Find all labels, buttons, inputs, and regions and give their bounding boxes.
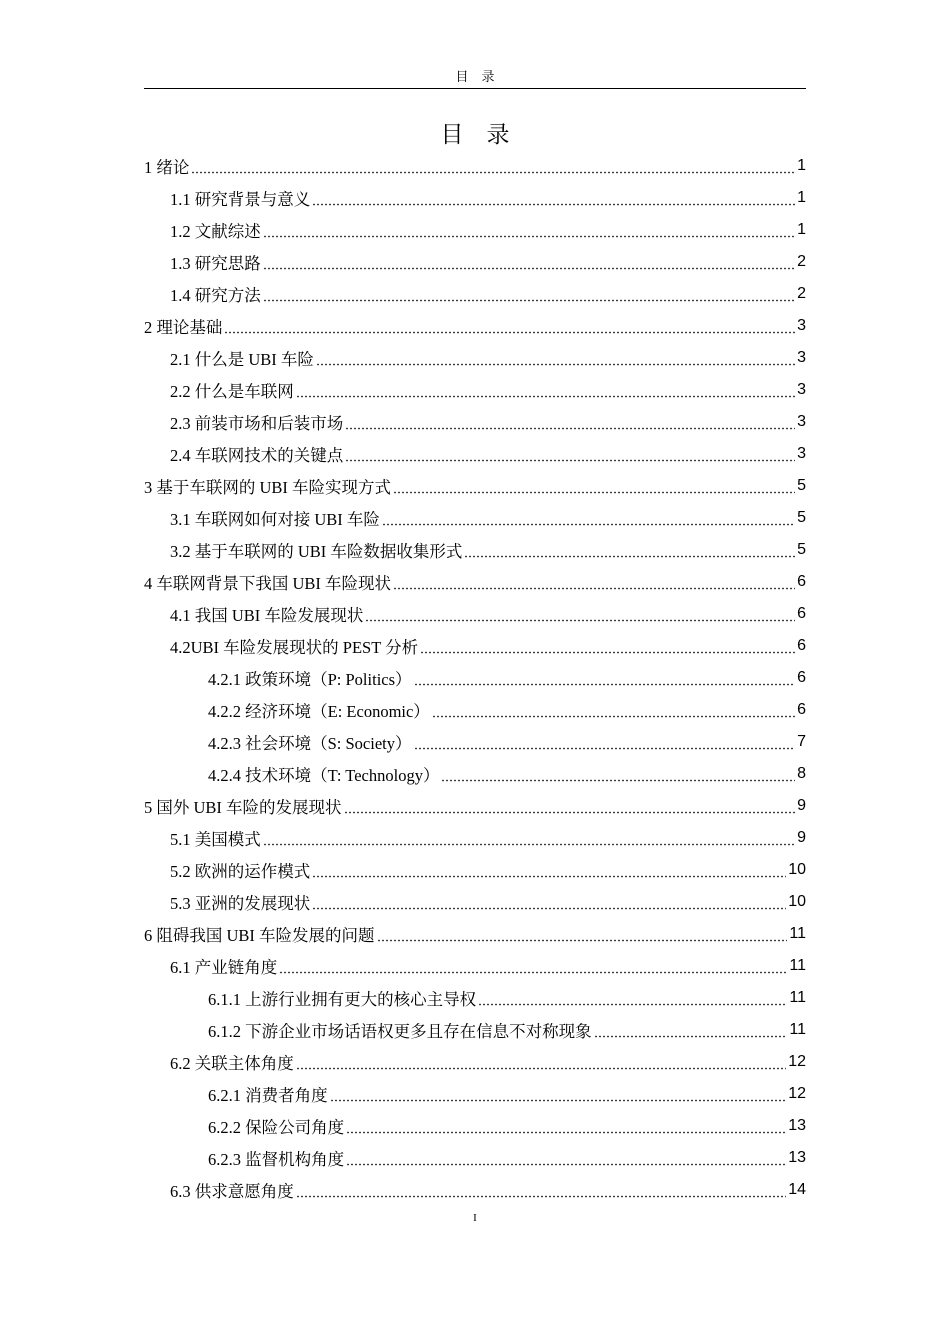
toc-entry[interactable] [144,1110,806,1142]
toc-entry[interactable] [144,470,806,502]
toc-entry-page: 11 [789,1021,806,1038]
dot-leader [365,606,795,622]
toc-entry[interactable] [144,726,806,758]
toc-entry[interactable] [144,534,806,566]
toc-entry-label: 1.3 研究思路 [170,254,261,273]
toc-entry-page: 6 [797,573,806,590]
dot-leader [191,158,795,174]
toc-entry-label: 1.1 研究背景与意义 [170,190,311,209]
dot-leader [377,926,788,942]
toc-entry-page: 5 [797,477,806,494]
toc-entry-page: 8 [797,765,806,782]
dot-leader [296,1182,786,1198]
toc-entry-label: 1.4 研究方法 [170,286,261,305]
toc-entry-page: 11 [789,989,806,1006]
toc-entry-label: 1 绪论 [144,158,190,177]
dot-leader [420,638,795,654]
toc-entry[interactable] [144,278,806,310]
toc-entry-page: 14 [788,1181,806,1198]
toc-entry-label: 1.2 文献综述 [170,222,261,241]
toc-entry-label: 2.2 什么是车联网 [170,382,294,401]
dot-leader [279,958,787,974]
toc-entry-page: 6 [797,605,806,622]
toc-entry-page: 10 [788,861,806,878]
toc-entry-page: 11 [789,925,806,942]
toc-entry-page: 1 [797,157,806,174]
toc-entry[interactable] [144,150,806,182]
toc-entry-label: 6.2 关联主体角度 [170,1054,294,1073]
dot-leader [346,1118,786,1134]
dot-leader [224,318,795,334]
toc-entry-label: 6.2.1 消费者角度 [208,1086,328,1105]
dot-leader [312,190,795,206]
toc-entry-page: 7 [797,733,806,750]
toc-entry-page: 12 [788,1085,806,1102]
toc-entry[interactable] [144,662,806,694]
dot-leader [382,510,795,526]
dot-leader [296,1054,786,1070]
toc-entry-label: 4.2.4 技术环境（T: Technology） [208,766,440,785]
toc-entry[interactable] [144,886,806,918]
toc-entry[interactable] [144,918,806,950]
page-title: 目 录 [440,122,510,148]
dot-leader [263,222,795,238]
toc-entry-label: 3 基于车联网的 UBI 车险实现方式 [144,478,392,497]
toc-entry-label: 6.3 供求意愿角度 [170,1182,294,1201]
toc-entry[interactable] [144,406,806,438]
running-header: 目 录 [455,69,495,84]
toc-entry-label: 2.4 车联网技术的关键点 [170,446,344,465]
dot-leader [393,478,795,494]
toc-entry[interactable] [144,1142,806,1174]
toc-entry-label: 5.3 亚洲的发展现状 [170,894,311,913]
toc-entry-page: 12 [788,1053,806,1070]
toc-entry[interactable] [144,1078,806,1110]
dot-leader [441,766,795,782]
toc-entry-label: 2.1 什么是 UBI 车险 [170,350,314,369]
table-of-contents [144,150,806,1206]
header-rule [144,88,806,89]
toc-entry-page: 5 [797,509,806,526]
dot-leader [464,542,795,558]
toc-entry-page: 13 [788,1117,806,1134]
toc-entry[interactable] [144,790,806,822]
toc-entry[interactable] [144,438,806,470]
dot-leader [312,894,786,910]
toc-entry[interactable] [144,1174,806,1206]
dot-leader [414,670,796,686]
dot-leader [345,446,795,462]
toc-entry[interactable] [144,982,806,1014]
toc-entry-page: 10 [788,893,806,910]
dot-leader [263,254,795,270]
dot-leader [330,1086,787,1102]
toc-entry-label: 5 国外 UBI 车险的发展现状 [144,798,342,817]
toc-entry-page: 3 [797,445,806,462]
dot-leader [414,734,796,750]
toc-entry-page: 6 [797,669,806,686]
toc-entry-page: 3 [797,413,806,430]
toc-entry[interactable] [144,758,806,790]
toc-entry-label: 4.2UBI 车险发展现状的 PEST 分析 [170,638,419,657]
toc-entry-page: 13 [788,1149,806,1166]
toc-entry-page: 11 [789,957,806,974]
toc-entry[interactable] [144,374,806,406]
toc-entry-label: 6.2.2 保险公司角度 [208,1118,345,1137]
page-number: I [473,1212,477,1224]
toc-entry[interactable] [144,822,806,854]
toc-entry-label: 3.2 基于车联网的 UBI 车险数据收集形式 [170,542,463,561]
toc-entry-label: 2.3 前装市场和后装市场 [170,414,344,433]
toc-entry[interactable] [144,182,806,214]
toc-entry[interactable] [144,502,806,534]
dot-leader [346,1150,786,1166]
toc-entry[interactable] [144,566,806,598]
dot-leader [316,350,795,366]
toc-entry[interactable] [144,342,806,374]
toc-entry-label: 4 车联网背景下我国 UBI 车险现状 [144,574,392,593]
dot-leader [344,798,796,814]
toc-entry-page: 2 [797,253,806,270]
toc-entry-page: 2 [797,285,806,302]
toc-entry-label: 3.1 车联网如何对接 UBI 车险 [170,510,380,529]
dot-leader [263,286,795,302]
toc-entry-page: 5 [797,541,806,558]
toc-entry[interactable] [144,630,806,662]
toc-entry[interactable] [144,246,806,278]
toc-entry-page: 9 [797,829,806,846]
toc-entry-label: 5.1 美国模式 [170,830,261,849]
toc-entry[interactable] [144,1046,806,1078]
toc-entry-label: 6.1 产业链角度 [170,958,278,977]
toc-entry-label: 4.2.2 经济环境（E: Economic） [208,702,430,721]
dot-leader [345,414,795,430]
toc-entry-page: 6 [797,637,806,654]
toc-entry-label: 6.1.2 下游企业市场话语权更多且存在信息不对称现象 [208,1022,592,1041]
toc-entry-label: 6.2.3 监督机构角度 [208,1150,345,1169]
toc-entry[interactable] [144,1014,806,1046]
toc-entry-page: 6 [797,701,806,718]
dot-leader [393,574,795,590]
dot-leader [478,990,787,1006]
toc-entry-label: 4.1 我国 UBI 车险发展现状 [170,606,364,625]
dot-leader [594,1022,788,1038]
toc-entry[interactable] [144,950,806,982]
dot-leader [263,830,795,846]
toc-entry[interactable] [144,694,806,726]
toc-entry[interactable] [144,310,806,342]
toc-entry-label: 6.1.1 上游行业拥有更大的核心主导权 [208,990,477,1009]
dot-leader [296,382,795,398]
toc-entry-page: 3 [797,317,806,334]
toc-entry-page: 9 [797,797,806,814]
toc-entry-label: 4.2.1 政策环境（P: Politics） [208,670,412,689]
toc-entry-page: 1 [797,221,806,238]
dot-leader [432,702,795,718]
toc-entry-page: 3 [797,381,806,398]
toc-entry-label: 6 阻碍我国 UBI 车险发展的问题 [144,926,375,945]
toc-entry-label: 5.2 欧洲的运作模式 [170,862,311,881]
toc-entry[interactable] [144,214,806,246]
toc-entry-label: 2 理论基础 [144,318,223,337]
toc-entry-page: 3 [797,349,806,366]
toc-entry[interactable] [144,598,806,630]
toc-entry-label: 4.2.3 社会环境（S: Society） [208,734,412,753]
toc-entry-page: 1 [797,189,806,206]
toc-entry[interactable] [144,854,806,886]
dot-leader [312,862,786,878]
